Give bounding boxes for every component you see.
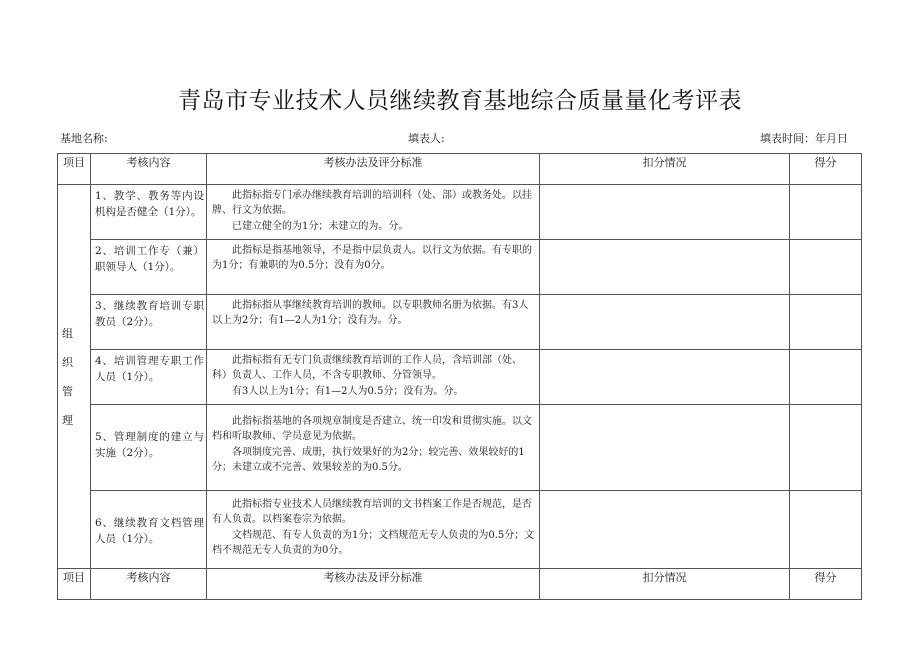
item-method — [207, 350, 540, 405]
score-cell[interactable] — [790, 350, 862, 405]
category-cell — [58, 185, 91, 569]
item-content: 2、培训工作专（兼）职领导人（1分）。 — [91, 240, 207, 295]
header-deduction: 扣分情况 — [540, 154, 790, 185]
category-char: 组 — [62, 326, 73, 340]
method-text: 此指标指基地的各项规章制度是否建立、统一印发和贯彻实施。以文档和听取教师、学员意见为依据。 — [212, 416, 532, 443]
table-footer-header-row — [58, 569, 862, 600]
item-method — [207, 405, 540, 491]
header-category: 项目 — [58, 569, 91, 600]
deduction-cell[interactable] — [540, 405, 790, 491]
filler-label: 填表人: — [408, 132, 445, 145]
item-content: 6、继续教育文档管理人员（1分）。 — [91, 491, 207, 569]
evaluation-table — [57, 153, 862, 600]
method-text: 此指标指有无专门负责继续教育培训的工作人员，含培训部（处、科）负责人、工作人员，不含专职教师、分管领导。 — [212, 355, 522, 382]
item-method — [207, 240, 540, 295]
header-content: 考核内容 — [91, 154, 207, 185]
page-title: 青岛市专业技术人员继续教育基地综合质量量化考评表 — [178, 88, 742, 114]
score-cell[interactable] — [790, 491, 862, 569]
method-text: 此指标指从事继续教育培训的教师。以专职教师名册为依据。有3人以上为2分；有1—2人为1分；没有为。分。 — [212, 300, 529, 327]
deduction-cell[interactable] — [540, 295, 790, 350]
header-score: 得分 — [790, 154, 862, 185]
category-char: 管 — [62, 384, 73, 398]
category-char: 理 — [62, 413, 73, 427]
deduction-cell[interactable] — [540, 350, 790, 405]
header-score: 得分 — [790, 569, 862, 600]
header-content: 考核内容 — [91, 569, 207, 600]
score-cell[interactable] — [790, 240, 862, 295]
table-row — [58, 350, 862, 405]
score-cell[interactable] — [790, 295, 862, 350]
item-method — [207, 491, 540, 569]
header-method: 考核办法及评分标准 — [207, 569, 540, 600]
deduction-cell[interactable] — [540, 185, 790, 240]
table-row — [58, 240, 862, 295]
header-category: 项目 — [58, 154, 91, 185]
score-cell[interactable] — [790, 185, 862, 240]
method-text: 有3人以上为1分；有1—2人为0.5分；没有为。分。 — [232, 385, 464, 397]
item-method — [207, 295, 540, 350]
item-content: 4、培训管理专职工作人员（1分）。 — [91, 350, 207, 405]
header-method: 考核办法及评分标准 — [207, 154, 540, 185]
item-content: 5、管理制度的建立与实施（2分）。 — [91, 405, 207, 491]
item-method — [207, 185, 540, 240]
item-content: 3、继续教育培训专职教员（2分）。 — [91, 295, 207, 350]
header-deduction: 扣分情况 — [540, 569, 790, 600]
table-row — [58, 491, 862, 569]
category-char: 织 — [62, 355, 73, 369]
org-name-label: 基地名称: — [60, 132, 108, 145]
score-cell[interactable] — [790, 405, 862, 491]
method-text: 此指标指专门承办继续教育培训的培训科（处、部）或教务处。以挂牌、行文为依据。 — [212, 190, 532, 217]
deduction-cell[interactable] — [540, 240, 790, 295]
table-row — [58, 405, 862, 491]
method-text: 此指标指专业技术人员继续教育培训的文书档案工作是否规范，是否有人负责。以档案卷宗为依据。 — [212, 499, 532, 526]
method-text: 各项制度完善、成册，执行效果好的为2分；较完善、效果较好的1分；未建立或不完善、效果较差的为0.5分。 — [212, 446, 525, 474]
deduction-cell[interactable] — [540, 491, 790, 569]
method-text: 已建立健全的为1分；未建立的为。分。 — [232, 220, 409, 232]
method-text: 文档规范、有专人负责的为1分；文档规范无专人负责的为0.5分；文档不规范无专人负责的为0分。 — [212, 529, 535, 557]
item-content: 1、教学、教务等内设机构是否健全（1分）。 — [91, 185, 207, 240]
table-row — [58, 185, 862, 240]
method-text: 此指标是指基地领导，不是指中层负责人。以行文为依据。有专职的为1分；有兼职的为0.5分；没有为0分。 — [212, 245, 532, 272]
table-row — [58, 295, 862, 350]
table-header-row — [58, 154, 862, 185]
fill-date-label: 填表时间：年月日 — [760, 132, 848, 145]
